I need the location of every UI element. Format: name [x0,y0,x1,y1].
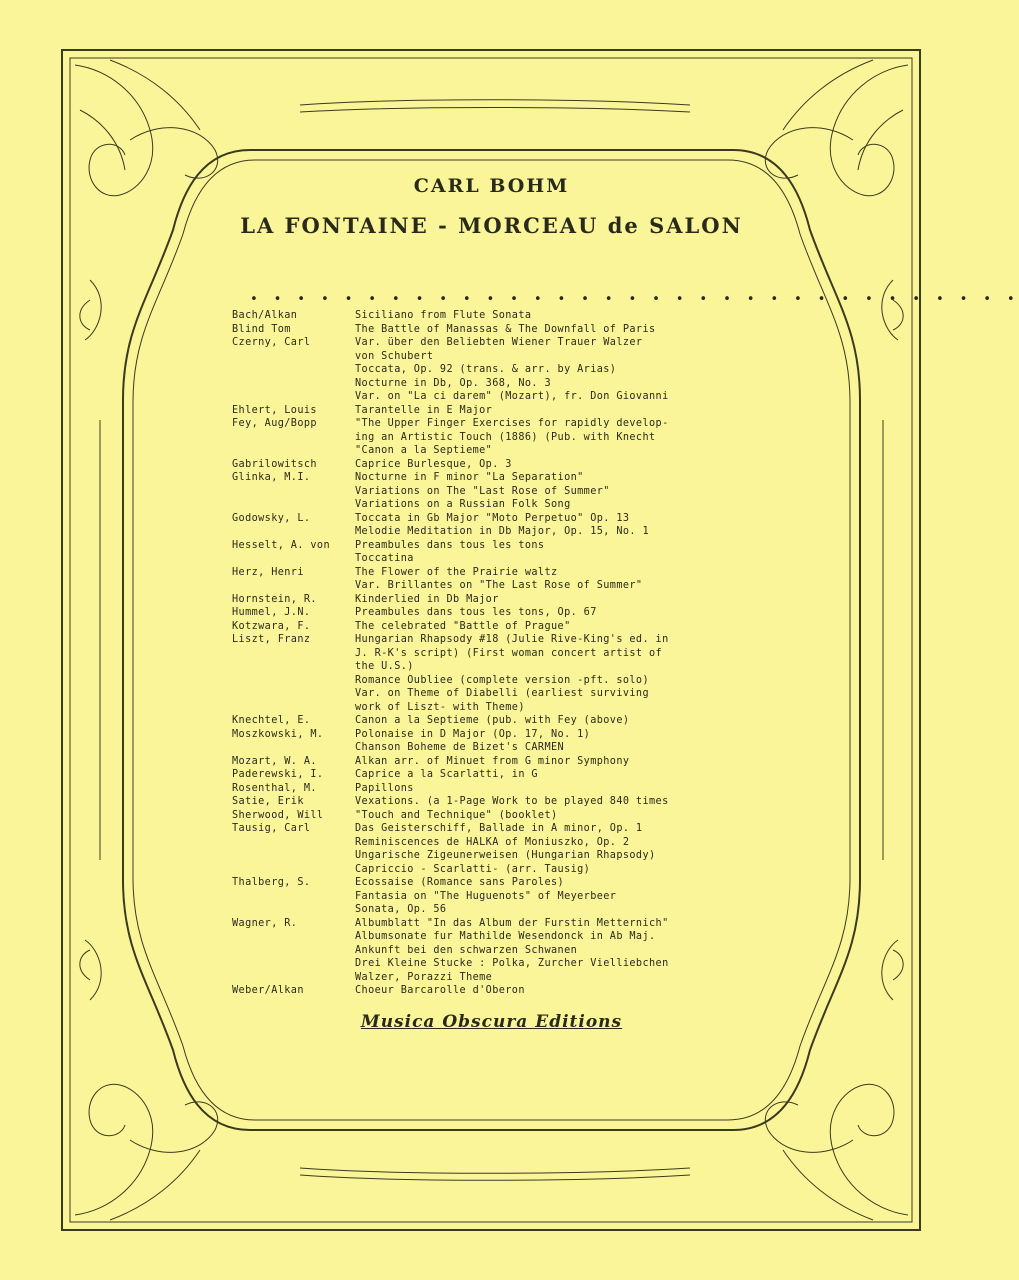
catalog-work: ing an Artistic Touch (1886) (Pub. with Knecht [355,431,656,443]
catalog-work: Capriccio - Scarlatti- (arr. Tausig) [355,863,591,875]
composer-title: CARL BOHM [413,175,570,197]
catalog-row [232,957,752,971]
catalog-work: Nocturne in F minor "La Separation" [355,472,584,483]
catalog-row [232,930,752,944]
catalog-row [232,687,752,701]
catalog-composer: Ehlert, Louis [232,404,317,416]
catalog-row [232,377,752,391]
catalog-composer: Rosenthal, M. [232,782,317,794]
catalog-row [232,633,752,647]
catalog-composer: Godowsky, L. [232,512,311,524]
catalog-row [232,701,752,715]
catalog-row [232,971,752,985]
catalog-row [232,620,752,634]
catalog-row [232,714,752,728]
catalog-work: Preambules dans tous les tons [355,539,545,551]
catalog-work: Sonata, Op. 56 [355,904,447,915]
catalog-composer [232,674,355,688]
catalog-row [232,539,752,553]
catalog-row [232,984,752,998]
catalog-composer: Weber/Alkan [232,985,304,996]
catalog-work: Nocturne in Db, Op. 368, No. 3 [355,377,552,389]
catalog-composer [232,944,355,958]
catalog-composer [232,485,355,499]
catalog-work: work of Liszt- with Theme) [355,701,525,713]
catalog-work: Ankunft bei den schwarzen Schwanen [355,944,578,956]
catalog-work: Hungarian Rhapsody #18 (Julie Rive-King's ed. in [355,634,669,645]
catalog-work: Var. on "La ci darem" (Mozart), fr. Don Giovanni [355,391,669,402]
catalog-row [232,660,752,674]
catalog-work: Das Geisterschiff, Ballade in A minor, Op. 1 [355,823,643,834]
catalog-row [232,512,752,526]
catalog-composer [232,863,355,877]
catalog-composer: Thalberg, S. [232,877,311,888]
catalog-composer [232,647,355,661]
catalog-work: Variations on a Russian Folk Song [355,499,571,510]
catalog-row [232,458,752,472]
piece-title: LA FONTAINE - MORCEAU de SALON [240,213,743,238]
catalog-list [232,309,752,998]
catalog-composer [232,890,355,904]
catalog-work: Romance Oubliee (complete version -pft. solo) [355,674,650,686]
catalog-row [232,849,752,863]
catalog-row [232,809,752,823]
catalog-composer: Tausig, Carl [232,823,311,834]
catalog-row [232,323,752,337]
catalog-composer: Blind Tom [232,323,291,335]
divider-dots: • • • • • • • • • • • • • • • • • • • • • • • • • • • • • • • • • [250,292,1019,307]
catalog-work: "The Upper Finger Exercises for rapidly develop- [355,418,669,429]
catalog-row [232,390,752,404]
catalog-work: Chanson Boheme de Bizet's CARMEN [355,742,565,753]
catalog-row [232,350,752,364]
catalog-composer: Gabrilowitsch [232,458,317,470]
catalog-row [232,836,752,850]
catalog-composer: Bach/Alkan [232,310,298,321]
catalog-work: Ungarische Zigeunerweisen (Hungarian Rhapsody) [355,850,656,861]
catalog-composer [232,390,355,404]
catalog-work: Caprice a la Scarlatti, in G [355,769,538,780]
catalog-row [232,903,752,917]
catalog-row [232,417,752,431]
catalog-composer: Knechtel, E. [232,715,311,726]
catalog-row [232,876,752,890]
catalog-work: Alkan arr. of Minuet from G minor Symphony [355,755,630,767]
catalog-row [232,336,752,350]
catalog-row [232,728,752,742]
catalog-work: Drei Kleine Stucke : Polka, Zurcher Vielliebchen [355,958,669,969]
catalog-composer: Hummel, J.N. [232,607,311,618]
catalog-composer: Mozart, W. A. [232,755,317,767]
catalog-composer: Paderewski, I. [232,769,324,780]
catalog-work: J. R-K's script) (First woman concert artist of [355,647,663,659]
catalog-composer [232,849,355,863]
catalog-row [232,606,752,620]
catalog-composer: Sherwood, Will [232,809,324,821]
catalog-work: Toccata in Gb Major "Moto Perpetuo" Op. 13 [355,512,630,524]
catalog-composer [232,363,355,377]
catalog-work: Variations on The "Last Rose of Summer" [355,485,610,497]
catalog-composer: Herz, Henri [232,566,304,578]
catalog-composer [232,444,355,458]
catalog-work: Caprice Burlesque, Op. 3 [355,458,512,470]
catalog-row [232,795,752,809]
catalog-work: Toccatina [355,553,414,564]
catalog-work: Tarantelle in E Major [355,404,493,416]
catalog-work: Kinderlied in Db Major [355,593,499,605]
catalog-row [232,647,752,661]
catalog-composer [232,552,355,566]
catalog-composer [232,660,355,674]
catalog-row [232,579,752,593]
catalog-work: Toccata, Op. 92 (trans. & arr. by Arias) [355,364,617,375]
catalog-composer [232,903,355,917]
catalog-row [232,444,752,458]
catalog-row [232,822,752,836]
catalog-work: "Touch and Technique" (booklet) [355,809,558,821]
catalog-row [232,782,752,796]
catalog-work: Var. Brillantes on "The Last Rose of Summer" [355,580,643,591]
catalog-composer [232,579,355,593]
catalog-work: the U.S.) [355,661,414,672]
catalog-row [232,485,752,499]
catalog-composer: Fey, Aug/Bopp [232,418,317,429]
catalog-composer: Wagner, R. [232,917,298,929]
catalog-work: "Canon a la Septieme" [355,445,493,456]
catalog-row [232,309,752,323]
publisher-logo: Musica Obscura Editions [360,1012,623,1032]
catalog-composer: Hesselt, A. von [232,539,331,551]
catalog-work: Papillons [355,782,414,794]
catalog-work: Ecossaise (Romance sans Paroles) [355,877,565,888]
catalog-composer [232,971,355,985]
catalog-work: The celebrated "Battle of Prague" [355,620,571,632]
catalog-work: Var. on Theme of Diabelli (earliest surviving [355,688,650,699]
catalog-work: Polonaise in D Major (Op. 17, No. 1) [355,728,591,740]
catalog-composer [232,377,355,391]
catalog-composer: Hornstein, R. [232,593,317,605]
catalog-row [232,566,752,580]
catalog-composer: Satie, Erik [232,796,304,807]
catalog-composer [232,687,355,701]
catalog-composer: Czerny, Carl [232,337,311,348]
catalog-row [232,917,752,931]
catalog-composer: Liszt, Franz [232,634,311,645]
catalog-work: Albumblatt "In das Album der Furstin Metternich" [355,917,669,929]
catalog-row [232,593,752,607]
catalog-work: The Flower of the Prairie waltz [355,566,558,578]
catalog-row [232,404,752,418]
catalog-work: Walzer, Porazzi Theme [355,971,493,983]
catalog-work: Canon a la Septieme (pub. with Fey (above) [355,715,630,726]
catalog-row [232,552,752,566]
catalog-work: Var. über den Beliebten Wiener Trauer Walzer [355,337,643,348]
catalog-work: Albumsonate fur Mathilde Wesendonck in Ab Maj. [355,931,656,942]
catalog-work: Vexations. (a 1-Page Work to be played 840 times [355,796,669,807]
catalog-row [232,431,752,445]
catalog-composer [232,957,355,971]
catalog-work: Fantasia on "The Huguenots" of Meyerbeer [355,890,617,902]
catalog-composer [232,525,355,539]
catalog-work: Choeur Barcarolle d'Oberon [355,985,525,996]
catalog-row [232,890,752,904]
catalog-row [232,944,752,958]
catalog-composer: Moszkowski, M. [232,728,324,740]
catalog-row [232,741,752,755]
catalog-row [232,363,752,377]
catalog-row [232,498,752,512]
catalog-composer [232,701,355,715]
catalog-composer [232,350,355,364]
catalog-composer [232,836,355,850]
catalog-composer [232,431,355,445]
catalog-row [232,755,752,769]
catalog-row [232,525,752,539]
catalog-work: Reminiscences de HALKA of Moniuszko, Op. 2 [355,836,630,848]
catalog-work: Melodie Meditation in Db Major, Op. 15, No. 1 [355,526,650,537]
catalog-work: The Battle of Manassas & The Downfall of Paris [355,323,656,335]
catalog-composer: Kotzwara, F. [232,620,311,632]
catalog-work: Siciliano from Flute Sonata [355,310,532,321]
catalog-composer [232,741,355,755]
catalog-composer [232,498,355,512]
catalog-work: Preambules dans tous les tons, Op. 67 [355,607,597,618]
catalog-composer [232,930,355,944]
catalog-row [232,674,752,688]
catalog-row [232,768,752,782]
catalog-work: von Schubert [355,350,434,362]
catalog-row [232,863,752,877]
catalog-row [232,471,752,485]
catalog-composer: Glinka, M.I. [232,472,311,483]
